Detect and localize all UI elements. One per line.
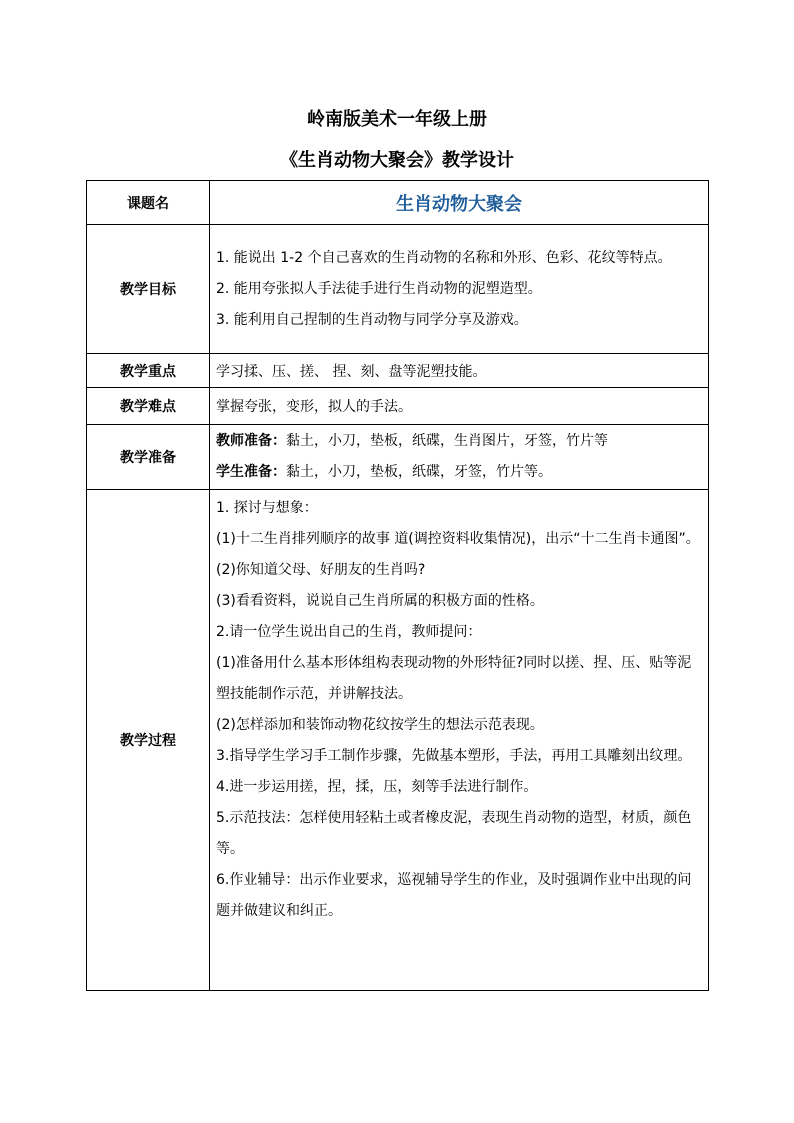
process-step: 4.进一步运用搓，捏，揉，压，刻等手法进行制作。	[216, 779, 538, 795]
table-row	[87, 388, 709, 425]
preparation-label: 教学准备	[87, 425, 210, 490]
process-step: (1)十二生肖排列顺序的故事 道(调控资料收集情况)，出示“十二生肖卡通图”。	[216, 531, 700, 547]
process-step: 5.示范技法：怎样使用轻粘土或者橡皮泥，表现生肖动物的造型，材质，颜色等。	[216, 810, 692, 857]
teacher-prep-value: 黏土，小刀，垫板，纸碟，生肖图片，牙签，竹片等	[286, 433, 608, 449]
preparation-content	[210, 425, 709, 490]
goal-item: 3. 能利用自己捏制的生肖动物与同学分享及游戏。	[216, 311, 528, 328]
process-step: (2)你知道父母、好朋友的生肖吗?	[216, 562, 426, 578]
process-step: (2)怎样添加和装饰动物花纹按学生的想法示范表现。	[216, 717, 544, 733]
key-points-value: 学习揉、压、搓、 捏、刻、盘等泥塑技能。	[210, 354, 709, 388]
table-row	[87, 354, 709, 388]
process-step: (1)准备用什么基本形体组构表现动物的外形特征?同时以搓、捏、压、贴等泥塑技能制作示范，并讲解技法。	[216, 655, 692, 702]
goals-content	[210, 225, 709, 354]
table-row	[87, 490, 709, 991]
difficulty-label: 教学难点	[87, 388, 210, 425]
process-step: 6.作业辅导：出示作业要求，巡视辅导学生的作业，及时强调作业中出现的问题并做建议和纠正。	[216, 872, 692, 919]
topic-label: 课题名	[87, 181, 210, 225]
document-title: 岭南版美术一年级上册	[307, 109, 487, 130]
process-step: 3.指导学生学习手工制作步骤，先做基本塑形，手法，再用工具雕刻出纹理。	[216, 748, 692, 764]
document-subtitle: 《生肖动物大聚会》教学设计	[280, 150, 514, 171]
student-prep-label: 学生准备：	[216, 464, 286, 480]
student-prep-value: 黏土，小刀，垫板，纸碟，牙签，竹片等。	[286, 464, 552, 480]
table-row	[87, 225, 709, 354]
goals-label: 教学目标	[87, 225, 210, 354]
process-step: 1. 探讨与想象：	[216, 500, 318, 516]
process-step: (3)看看资料，说说自己生肖所属的积极方面的性格。	[216, 593, 544, 609]
teacher-prep-label: 教师准备：	[216, 433, 286, 449]
topic-value: 生肖动物大聚会	[210, 181, 709, 225]
process-step: 2.请一位学生说出自己的生肖，教师提问：	[216, 624, 482, 640]
goal-item: 1. 能说出 1-2 个自己喜欢的生肖动物的名称和外形、色彩、花纹等特点。	[216, 249, 672, 266]
key-points-label: 教学重点	[87, 354, 210, 388]
table-row	[87, 181, 709, 225]
process-content	[210, 490, 709, 991]
table-row	[87, 425, 709, 490]
difficulty-value: 掌握夸张，变形，拟人的手法。	[210, 388, 709, 425]
goal-item: 2. 能用夸张拟人手法徒手进行生肖动物的泥塑造型。	[216, 280, 542, 297]
process-label: 教学过程	[87, 490, 210, 991]
lesson-plan-table	[86, 180, 709, 991]
